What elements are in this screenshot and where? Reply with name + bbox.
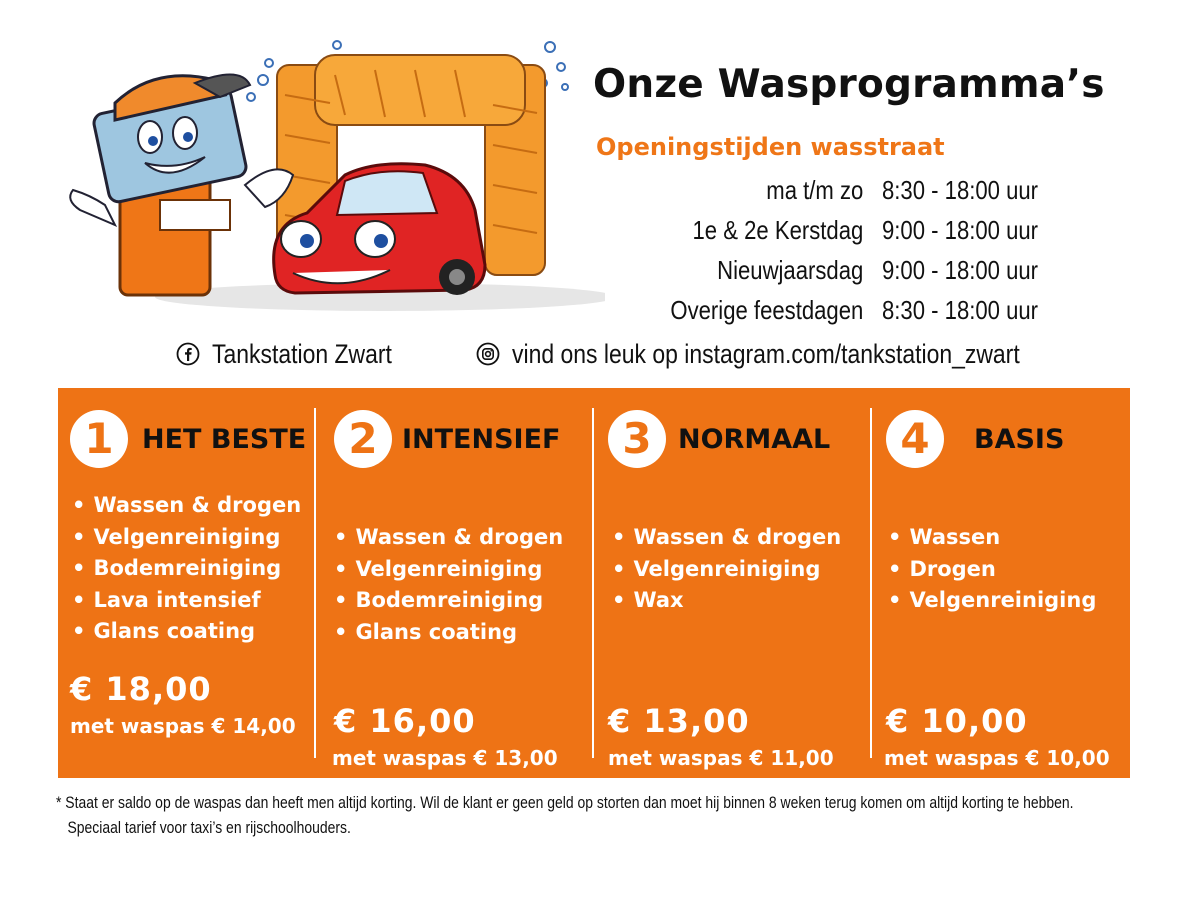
feature-item: • Velgenreiniging (334, 556, 543, 581)
program-price: € 10,00 (886, 702, 1028, 740)
instagram-icon (476, 342, 500, 366)
feature-item: • Wassen & drogen (612, 525, 842, 549)
hours-row (600, 170, 1070, 210)
hours-row (600, 210, 1070, 250)
waspas-price: met waspas € 13,00 (332, 746, 558, 770)
program-card (58, 388, 314, 778)
hours-row (600, 290, 1070, 330)
facebook-text: Tankstation Zwart (212, 338, 392, 369)
feature-list (612, 522, 841, 617)
facebook-link[interactable] (176, 336, 424, 372)
program-number: 2 (334, 410, 392, 468)
program-number: 1 (70, 410, 128, 468)
opening-hours-table (600, 170, 1070, 330)
hours-day: 1e & 2e Kerstdag (692, 214, 864, 245)
program-number: 3 (608, 410, 666, 468)
program-card (316, 388, 592, 778)
instagram-link[interactable] (476, 336, 1109, 372)
waspas-price: met waspas € 11,00 (608, 746, 834, 770)
feature-item: • Bodemreiniging (72, 556, 282, 581)
hours-day: Overige feestdagen (670, 294, 864, 325)
feature-item: • Wassen & drogen (334, 525, 564, 549)
waspas-price: met waspas € 10,00 (884, 746, 1110, 770)
footnote-line: * Staat er saldo op de waspas dan heeft men altijd korting. Wil de klant er geen geld op storten dan moet hij binnen 8 weken terug komen om altijd korting te hebben. (56, 793, 1074, 812)
feature-item: • Drogen (888, 556, 996, 581)
feature-item: • Lava intensief (72, 587, 261, 612)
feature-item: • Velgenreiniging (888, 588, 1097, 613)
program-price: € 13,00 (608, 702, 750, 740)
feature-item: • Wassen (888, 525, 1001, 549)
feature-item: • Glans coating (334, 619, 518, 644)
footnote (56, 790, 1166, 840)
program-number: 4 (886, 410, 944, 468)
feature-item: • Bodemreiniging (334, 588, 544, 613)
hours-row (600, 250, 1070, 290)
car-wash-illustration (45, 25, 605, 325)
program-price: € 18,00 (70, 670, 212, 708)
wash-programs-panel (58, 388, 1130, 778)
program-name: INTENSIEF (402, 424, 561, 455)
hours-time: 9:00 - 18:00 uur (882, 214, 1039, 245)
facebook-icon (176, 342, 200, 366)
hours-title: Openingstijden wasstraat (596, 133, 945, 161)
hours-time: 9:00 - 18:00 uur (882, 254, 1039, 285)
program-card (594, 388, 870, 778)
hours-day: Nieuwjaarsdag (717, 254, 864, 285)
program-price: € 16,00 (334, 702, 476, 740)
hours-time: 8:30 - 18:00 uur (882, 294, 1039, 325)
pump-mascot-drawing (70, 74, 293, 295)
program-name: HET BESTE (142, 424, 307, 455)
program-card (872, 388, 1130, 778)
feature-item: • Wassen & drogen (72, 493, 302, 517)
hours-time: 8:30 - 18:00 uur (882, 174, 1039, 205)
feature-item: • Velgenreiniging (72, 524, 281, 549)
feature-list (334, 522, 563, 648)
feature-item: • Velgenreiniging (612, 556, 821, 581)
hours-day: ma t/m zo (766, 174, 864, 205)
program-name: NORMAAL (678, 424, 831, 455)
feature-list (888, 522, 1096, 617)
instagram-text: vind ons leuk op instagram.com/tankstation_zwart (512, 338, 1020, 369)
feature-item: • Wax (612, 588, 684, 613)
footnote-line: Speciaal tarief voor taxi’s en rijschoolhouders. (67, 818, 351, 837)
feature-list (72, 490, 301, 648)
feature-item: • Glans coating (72, 619, 256, 644)
program-name: BASIS (974, 424, 1065, 455)
page-title: Onze Wasprogramma’s (593, 62, 1105, 107)
waspas-price: met waspas € 14,00 (70, 714, 296, 738)
